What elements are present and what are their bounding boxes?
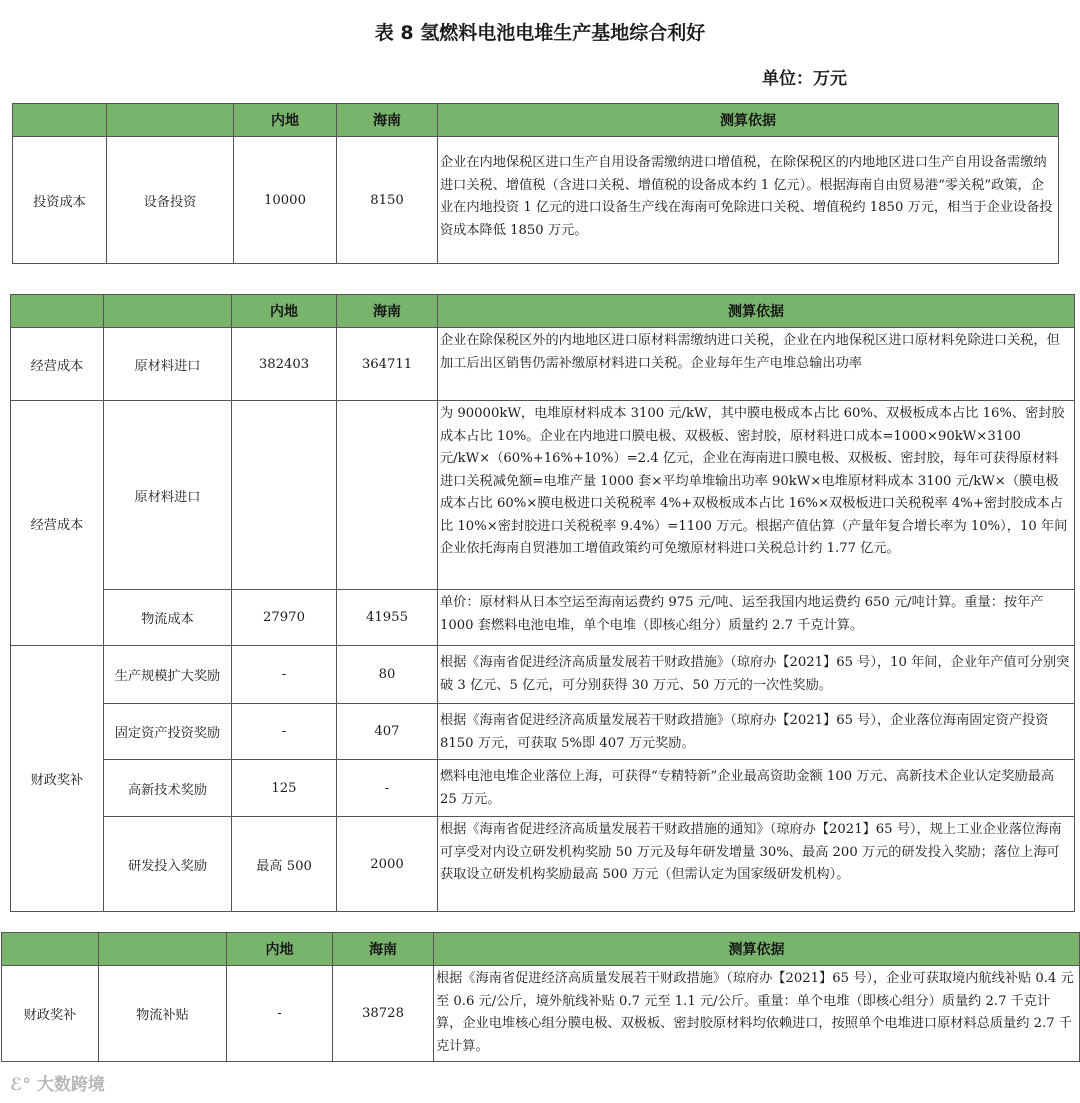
basis-text: 根据《海南省促进经济高质量发展若干财政措施》（琼府办【2021】65 号），企业落位海南固定资产投资 8150 万元，可获取 5%即 407 万元奖励。 bbox=[438, 704, 1075, 760]
table-row bbox=[13, 137, 1059, 264]
item-cell: 物流补贴 bbox=[99, 966, 227, 1062]
mainland-value: 27970 bbox=[232, 590, 337, 646]
header-mainland: 内地 bbox=[234, 104, 337, 137]
header-basis: 测算依据 bbox=[438, 104, 1059, 137]
hainan-value: 8150 bbox=[337, 137, 438, 264]
category-cell: 财政奖补 bbox=[2, 966, 99, 1062]
mainland-value: 10000 bbox=[234, 137, 337, 264]
hainan-value: 407 bbox=[337, 704, 438, 760]
table-operating-and-subsidy bbox=[10, 294, 1075, 912]
basis-text: 为 90000kW，电堆原材料成本 3100 元/kW，其中膜电极成本占比 60%、双极板成本占比 16%、密封胶成本占比 10%。企业在内地进口膜电极、双极板、密封胶，原材料进口成本=1000×90kW×3100 元/kW×（60%+16%+10%）=2.4 亿元，企业在海南进口膜电极、双极板、密封胶，每年可获得原材料进口关税减免额=电堆产量 1000 套×平均单堆输出功率 90kW×电堆原材料成本 3100 元/kW×（膜电极成本占比 60%×膜电极进口关税税率 4%+双极板成本占比 16%×双极板进口关税税率 4%+密封胶成本占比 10%×密封胶进口关税税率 9.4%）=1100 万元。根据产值估算（产量年复合增长率为 10%），10 年间企业依托海南自贸港加工增值政策约可免缴原材料进口关税总计约 1.77 亿元。 bbox=[438, 401, 1075, 590]
basis-text: 根据《海南省促进经济高质量发展若干财政措施的通知》（琼府办【2021】65 号），规上工业企业落位海南可享受对内设立研发机构奖励 50 万元及每年研发增量 30%、最高 200 万元的研发投入奖励；落位上海可获取设立研发机构奖励最高 500 万元（但需认定为国家级研发机构）。 bbox=[438, 817, 1075, 912]
item-cell: 原材料进口 bbox=[104, 328, 232, 401]
document-title: 表 8 氢燃料电池电堆生产基地综合利好 bbox=[374, 22, 706, 44]
item-cell: 高新技术奖励 bbox=[104, 760, 232, 817]
table-row bbox=[11, 760, 1075, 817]
header-hainan: 海南 bbox=[337, 104, 438, 137]
item-cell: 固定资产投资奖励 bbox=[104, 704, 232, 760]
table-row bbox=[11, 817, 1075, 912]
table-logistics-subsidy bbox=[1, 932, 1080, 1062]
basis-text: 根据《海南省促进经济高质量发展若干财政措施》（琼府办【2021】65 号），企业可获取境内航线补贴 0.4 元至 0.6 元/公斤，境外航线补贴 0.7 元至 1.1 元/公斤。重量：单个电堆（即核心组分）质量约 2.7 千克计算，企业电堆核心组分膜电极、双极板、密封胶原材料均依赖进口，按照单个电堆进口原材料总质量约 2.7 千克计算。 bbox=[434, 966, 1080, 1062]
watermark: ℰ° 大数跨境 bbox=[10, 1075, 105, 1095]
hainan-value: 2000 bbox=[337, 817, 438, 912]
basis-text: 企业在除保税区外的内地地区进口原材料需缴纳进口关税，企业在内地保税区进口原材料免除进口关税，但加工后出区销售仍需补缴原材料进口关税。企业每年生产电堆总输出功率 bbox=[438, 328, 1075, 401]
basis-text: 单价：原材料从日本空运至海南运费约 975 元/吨、运至我国内地运费约 650 元/吨计算。重量：按年产 1000 套燃料电池电堆，单个电堆（即核心组分）质量约 2.7 千克计算。 bbox=[438, 590, 1075, 646]
header-basis: 测算依据 bbox=[438, 295, 1075, 328]
basis-text: 燃料电池电堆企业落位上海，可获得“专精特新”企业最高资助金额 100 万元、高新技术企业认定奖励最高 25 万元。 bbox=[438, 760, 1075, 817]
weibo-logo-icon: ℰ° bbox=[10, 1075, 31, 1095]
category-cell: 经营成本 bbox=[11, 401, 104, 646]
hainan-value: 38728 bbox=[333, 966, 434, 1062]
table-row bbox=[11, 328, 1075, 401]
item-cell: 原材料进口 bbox=[104, 401, 232, 590]
mainland-value: 125 bbox=[232, 760, 337, 817]
item-cell: 研发投入奖励 bbox=[104, 817, 232, 912]
item-cell: 设备投资 bbox=[107, 137, 234, 264]
table-row bbox=[11, 704, 1075, 760]
hainan-value: 364711 bbox=[337, 328, 438, 401]
hainan-value bbox=[337, 401, 438, 590]
header-hainan: 海南 bbox=[337, 295, 438, 328]
category-cell: 投资成本 bbox=[13, 137, 107, 264]
mainland-value: 382403 bbox=[232, 328, 337, 401]
category-cell: 经营成本 bbox=[11, 328, 104, 401]
item-cell: 生产规模扩大奖励 bbox=[104, 646, 232, 704]
table-header-row bbox=[11, 295, 1075, 328]
header-mainland: 内地 bbox=[227, 933, 333, 966]
category-cell: 财政奖补 bbox=[11, 646, 104, 912]
mainland-value bbox=[232, 401, 337, 590]
mainland-value: - bbox=[232, 646, 337, 704]
mainland-value: - bbox=[232, 704, 337, 760]
header-basis: 测算依据 bbox=[434, 933, 1080, 966]
table-header-row bbox=[2, 933, 1080, 966]
item-cell: 物流成本 bbox=[104, 590, 232, 646]
table-row bbox=[2, 966, 1080, 1062]
mainland-value: 最高 500 bbox=[232, 817, 337, 912]
unit-label: 单位：万元 bbox=[762, 69, 847, 89]
table-row bbox=[11, 590, 1075, 646]
hainan-value: - bbox=[337, 760, 438, 817]
header-hainan: 海南 bbox=[333, 933, 434, 966]
table-investment-cost bbox=[12, 103, 1059, 264]
table-header-row bbox=[13, 104, 1059, 137]
basis-text: 根据《海南省促进经济高质量发展若干财政措施》（琼府办【2021】65 号），10 年间，企业年产值可分别突破 3 亿元、5 亿元，可分别获得 30 万元、50 万元的一次性奖励。 bbox=[438, 646, 1075, 704]
hainan-value: 80 bbox=[337, 646, 438, 704]
table-row bbox=[11, 646, 1075, 704]
table-row bbox=[11, 401, 1075, 590]
hainan-value: 41955 bbox=[337, 590, 438, 646]
mainland-value: - bbox=[227, 966, 333, 1062]
basis-text: 企业在内地保税区进口生产自用设备需缴纳进口增值税，在除保税区的内地地区进口生产自用设备需缴纳进口关税、增值税（含进口关税、增值税的设备成本约 1 亿元）。根据海南自由贸易港“零关税”政策，企业在内地投资 1 亿元的进口设备生产线在海南可免除进口关税、增值税约 1850 万元，相当于企业设备投资成本降低 1850 万元。 bbox=[438, 137, 1059, 264]
header-mainland: 内地 bbox=[232, 295, 337, 328]
